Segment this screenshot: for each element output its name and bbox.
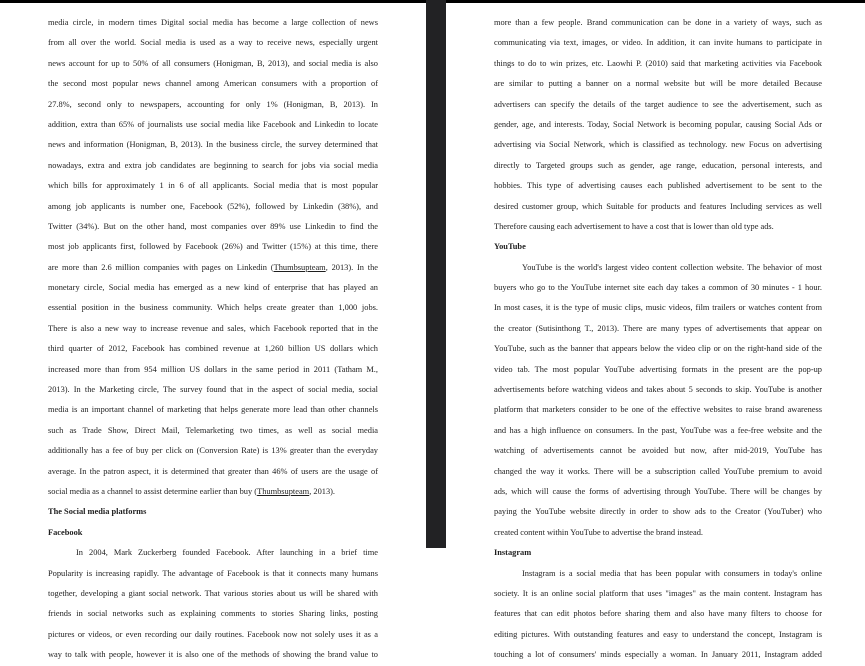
text-line: YouTube, such as the banner that appears below the video clip or on the right-hand side of the: [494, 344, 822, 354]
text-line: media circle, in modern times Digital social media has become a large collection of news: [48, 18, 378, 27]
section-heading: The Social media platforms: [48, 507, 147, 517]
left-page: [48, 13, 378, 666]
text-line: ads, which will cause the forms of advertising through YouTube. There will be changes by: [494, 486, 822, 496]
text-line: among job applicants is number one, Facebook (52%), followed by Linkedin (38%), and: [48, 201, 378, 211]
text-line: paying the YouTube website directly in order to show ads to the Creator (YouTuber) who: [494, 507, 822, 517]
text-line: advertisers can specify the details of the target audience to see the advertisement, such as: [494, 99, 822, 109]
text-line: video tab. The most popular YouTube advertising formats in the present are the pop-up: [494, 364, 822, 374]
text-line: [48, 482, 378, 502]
text-line: third quarter of 2012, Facebook has combined revenue at 1,260 billion US dollars which: [48, 344, 378, 354]
text-line: essential position in the business community. Which helps create greater than 1,000 jobs.: [48, 303, 378, 313]
citation-link[interactable]: Thumbsupteam: [273, 262, 326, 272]
text-line: which bills for approximately 1 in 6 of all applicants. Social media that is most popular: [48, 181, 378, 191]
text-line: Twitter (34%). But on the other hand, most companies over 89% use Linkedin to find the: [48, 221, 378, 231]
text-line: gender, age, and interests. Today, Social Network is becoming popular, causing Social Ads or: [494, 119, 822, 129]
text-line: directly to Targeted groups such as gender, age range, education, personal interests, and: [494, 160, 822, 170]
text-line: from all over the world. Social media is used as a way to receive news, especially urgent: [48, 38, 378, 48]
text-line: the second most popular news channel among American consumers with a proportion of: [48, 79, 378, 89]
text-line: increased more than from 954 million US dollars in the same period in 2011 (Tatham M.,: [48, 364, 378, 374]
text-line: Instagram is a social media that has been popular with consumers in today's online: [522, 568, 822, 578]
text-line: In 2004, Mark Zuckerberg founded Facebook. After launching in a brief time: [76, 548, 378, 558]
text-line: 2013). In the Marketing circle, The survey found that in the aspect of social media, social: [48, 385, 378, 395]
citation-link[interactable]: Thumbsupteam: [257, 486, 310, 496]
text-line: addition, extra than 65% of journalists use social media like Facebook and Linkedin to locate: [48, 119, 378, 129]
text-line: buyers who go to the YouTube internet site each day takes a common of 30 minutes - 1 hour.: [494, 283, 822, 293]
text-line: most job applicants first, followed by Facebook (26%) and Twitter (15%) at this time, there: [48, 242, 378, 252]
text-line: nowadays, extra and extra job candidates are beginning to search for jobs via social media: [48, 160, 378, 170]
line-text: social media as a channel to assist determine earlier than buy (: [48, 486, 258, 496]
text-line: are similar to putting a banner on a normal website but will be more detailed Because: [494, 79, 822, 89]
text-line: editing pictures. With outstanding features and easy to understand the concept, Instagram is: [494, 629, 822, 639]
text-line: There is also a new way to increase revenue and sales, which Facebook reported that in the: [48, 323, 378, 333]
text-line: Popularity is increasing rapidly. The advantage of Facebook is that it connects many humans: [48, 568, 378, 578]
text-line: friends in social networks such as explaining comments to stories Sharing links, posting: [48, 609, 378, 619]
text-line: such as Trade Show, Direct Mail, Telemarketing two times, as well as social media: [48, 425, 378, 435]
text-line: platform that marketers consider to be one of the effective websites to raise brand awareness: [494, 405, 822, 415]
text-line: watching of advertisements cannot be avoided but now, after mid-2019, YouTube has: [494, 446, 822, 456]
text-line: touching a lot of consumers' minds especially a woman. In January 2011, Instagram added: [494, 650, 822, 660]
text-line: and has a high influence on consumers. In the past, YouTube was a fee-free website and the: [494, 425, 822, 435]
text-line: the creator (Sutisinthong T., 2013). There are many types of advertisements that appear on: [494, 323, 822, 333]
text-line: desired customer group, which Suitable for products and features Including services as well: [494, 201, 822, 211]
text-line: [48, 258, 378, 278]
text-line: more than a few people. Brand communication can be done in a variety of ways, such as: [494, 18, 822, 27]
section-heading: Instagram: [494, 548, 532, 558]
text-line: Therefore causing each advertisement to have a cost that is lower than old type ads.: [494, 221, 774, 231]
text-line: news and information (Honigman, B, 2013). In the business circle, the survey determined that: [48, 140, 378, 150]
text-line: created content within YouTube to advertise the brand instead.: [494, 527, 704, 537]
text-line: additionally has a fee of buy per click on (Conversion Rate) is 13% greater than the everyday: [48, 446, 378, 456]
text-line: advertising via Social Network, which is classified as technology. new Focus on advertising: [494, 140, 822, 150]
text-line: communicating via text, images, or video. In addition, it can invite humans to participate in: [494, 38, 822, 48]
text-line: In most cases, it is the type of music clips, music videos, film trailers or watches content from: [494, 303, 822, 313]
text-line: together, developing a giant social network. That various stories about us will be shared with: [48, 588, 378, 598]
text-line: changed the way it works. There will be a subscription called YouTube premium to avoid: [494, 466, 822, 476]
right-page: [494, 13, 822, 666]
text-line: pictures or videos, or even recording our daily routines. Facebook now not solely uses it as a: [48, 629, 378, 639]
text-line: society. It is an online social platform that uses "images" as the main content. Instagram has: [494, 588, 822, 598]
text-line: things to do to win prizes, etc. Laowhi P. (2010) said that marketing activities via Facebook: [494, 58, 822, 68]
text-line: monetary circle, Social media has emerged as a new kind of enterprise that has played an: [48, 283, 378, 293]
page-gutter: [426, 0, 446, 548]
text-line: advertisements before watching videos and takes about 5 seconds to skip. YouTube is another: [494, 385, 822, 395]
text-line: 27.8%, second only to newspapers, accounting for only 1% (Honigman, B, 2013). In: [48, 99, 378, 109]
line-text: , 2013). In the: [325, 262, 378, 272]
section-heading: YouTube: [494, 242, 526, 252]
text-line: YouTube is the world's largest video content collection website. The behavior of most: [522, 262, 822, 272]
text-line: way to talk with people, however it is also one of the methods of showing the brand value to: [48, 650, 378, 660]
text-line: media is an important channel of marketing that helps generate more lead than other channels: [48, 405, 378, 415]
text-line: features that can edit photos before sharing them and also have many filters to choose for: [494, 609, 822, 619]
text-line: hobbies. This type of advertising causes each published advertisement to be sent to the: [494, 181, 822, 191]
line-text: , 2013).: [309, 486, 336, 496]
text-line: average. In the patron aspect, it is determined that greater than 46% of users are the usage of: [48, 466, 378, 476]
line-text: are more than 2.6 million companies with pages on Linkedin (: [48, 262, 274, 272]
section-heading: Facebook: [48, 527, 83, 537]
text-line: news account for up to 50% of all consumers (Honigman, B, 2013), and social media is also: [48, 58, 378, 68]
